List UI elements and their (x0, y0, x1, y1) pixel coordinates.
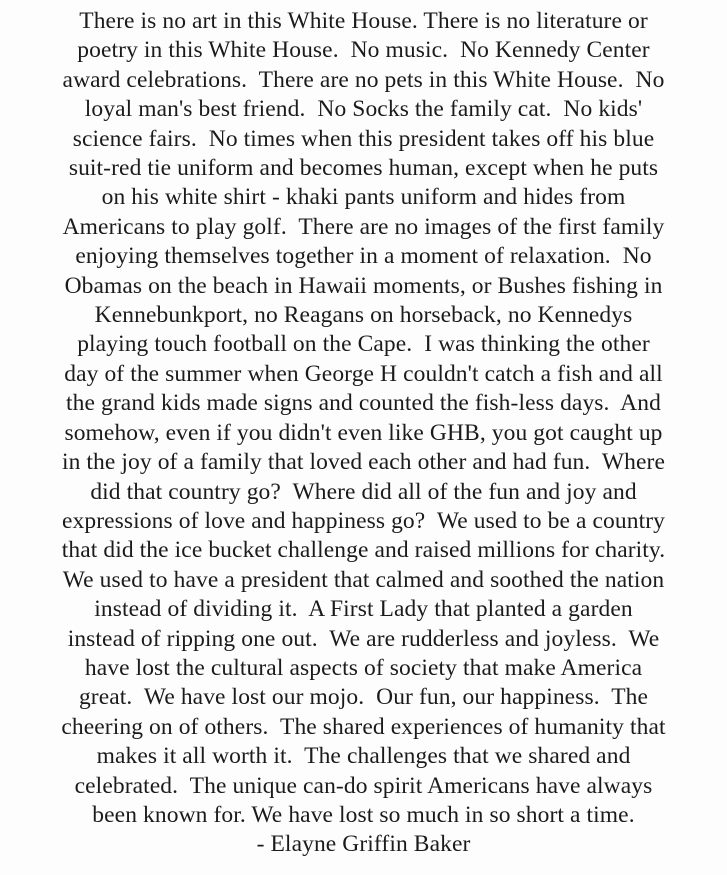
text-line: did that country go? Where did all of the fun and joy and (90, 478, 637, 505)
text-line: makes it all worth it. The challenges that we shared and (96, 743, 631, 770)
text-line: There is no art in this White House. There is no literature or (79, 8, 648, 34)
text-line: been known for. We have lost so much in so short a time. (92, 801, 635, 828)
text-line: somehow, even if you didn't even like GHB, you got caught up (64, 419, 663, 446)
text-line: cheering on of others. The shared experiences of humanity that (61, 713, 666, 740)
attribution: - Elayne Griffin Baker (256, 831, 471, 858)
text-line: expressions of love and happiness go? We used to be a country (62, 507, 665, 534)
text-line: science fairs. No times when this president takes off his blue (72, 125, 655, 152)
text-line: great. We have lost our mojo. Our fun, our happiness. The (78, 684, 649, 711)
text-line: instead of dividing it. A First Lady that planted a garden (94, 596, 633, 623)
text-line: enjoying themselves together in a moment of relaxation. No (75, 243, 652, 270)
text-line: that did the ice bucket challenge and raised millions for charity. (61, 537, 666, 564)
text-line: have lost the cultural aspects of society that make America (84, 654, 643, 681)
text-line: playing touch football on the Cape. I was thinking the other (77, 331, 650, 358)
text-line: We used to have a president that calmed and soothed the nation (62, 566, 665, 593)
text-line: suit-red tie uniform and becomes human, except when he puts (68, 155, 659, 182)
text-line: Kennebunkport, no Reagans on horseback, no Kennedys (94, 302, 633, 329)
text-line: poetry in this White House. No music. No Kennedy Center (77, 37, 650, 64)
text-line: day of the summer when George H couldn't catch a fish and all (64, 360, 663, 387)
text-line: celebrated. The unique can-do spirit Americans have always (74, 772, 653, 799)
text-line: instead of ripping one out. We are rudderless and joyless. We (67, 625, 660, 652)
text-line: loyal man's best friend. No Socks the family cat. No kids' (84, 96, 643, 123)
text-line: award celebrations. There are no pets in this White House. No (62, 66, 665, 93)
text-line: Obamas on the beach in Hawaii moments, or Bushes fishing in (64, 272, 663, 299)
text-line: in the joy of a family that loved each other and had fun. Where (61, 449, 666, 476)
text-line: on his white shirt - khaki pants uniform and hides from (101, 184, 626, 211)
text-line: the grand kids made signs and counted the fish-less days. And (66, 390, 661, 417)
text-line: Americans to play golf. There are no images of the first family (62, 213, 665, 240)
